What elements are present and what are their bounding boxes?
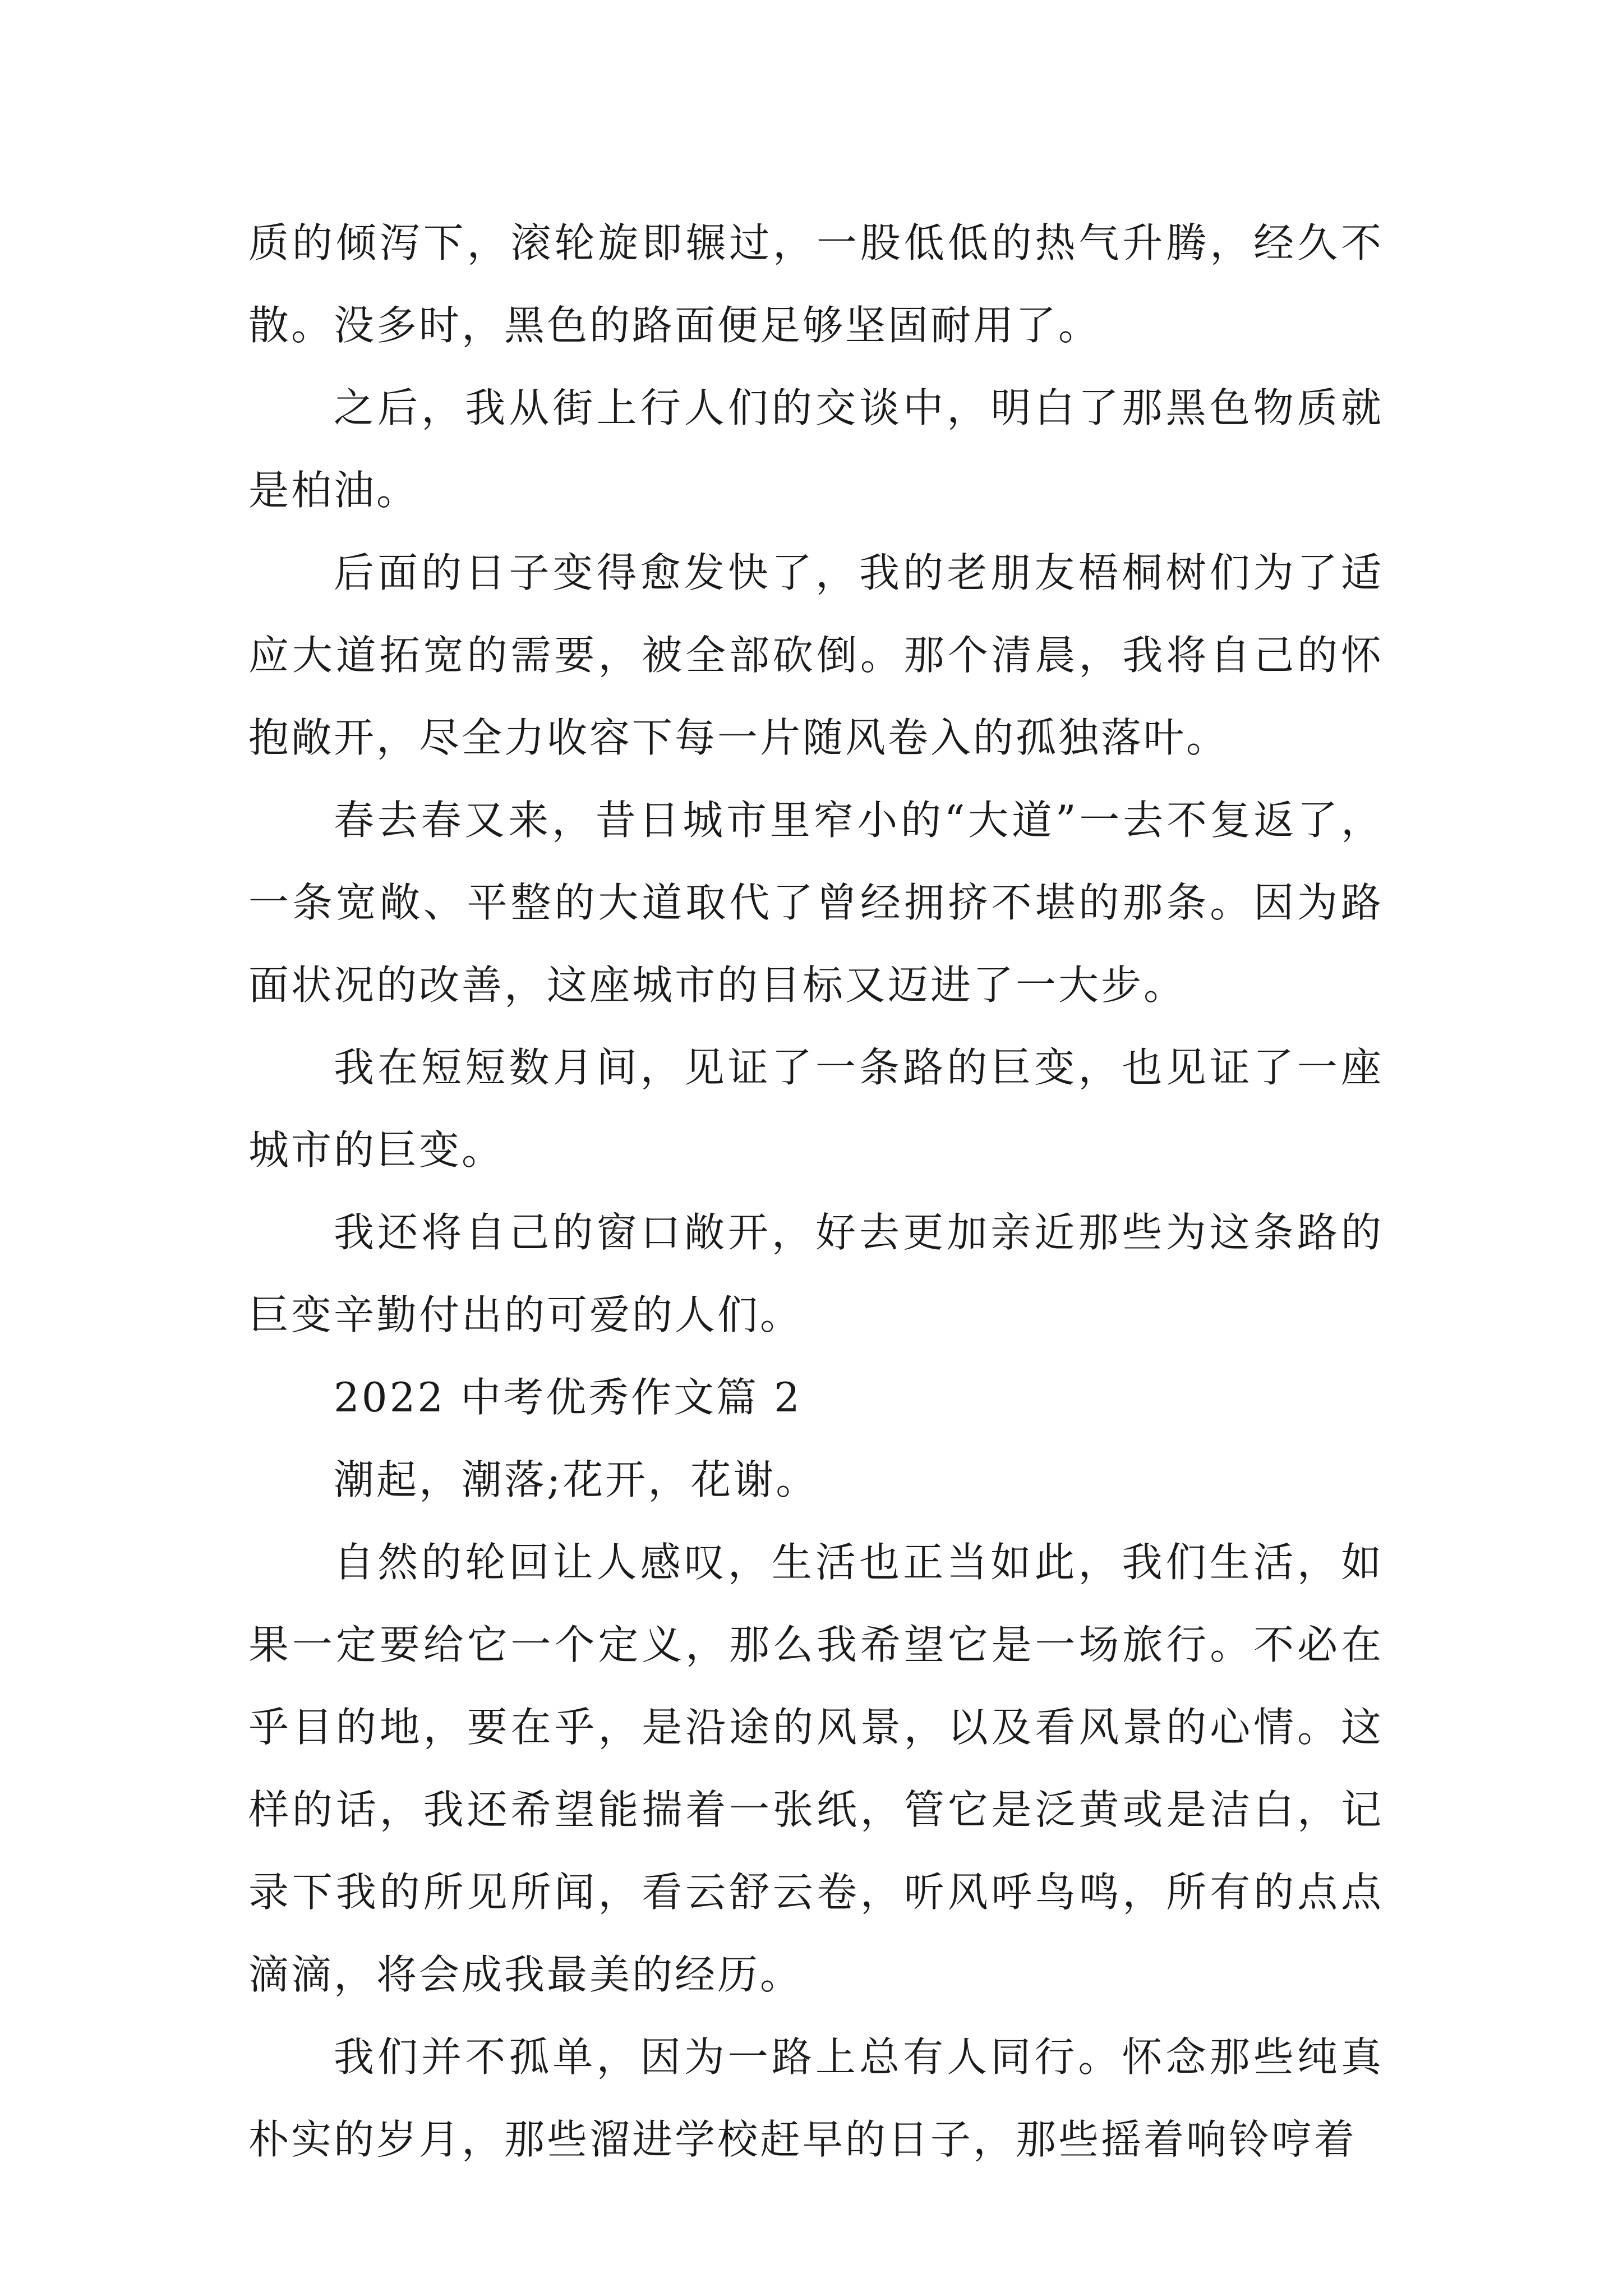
paragraph: 自然的轮回让人感叹，生活也正当如此，我们生活，如果一定要给它一个定义，那么我希望它是一场旅行。不必在乎目的地，要在乎，是沿途的风景，以及看风景的心情。这样的话，我还希望能揣着一张纸，管它是泛黄或是洁白，记录下我的所见所闻，看云舒云卷，听风呼鸟鸣，所有的点点滴滴，将会成我最美的经历。: [248, 1539, 1384, 1998]
section-heading: 2022 中考优秀作文篇 2: [334, 1374, 802, 1421]
paragraph: 我们并不孤单，因为一路上总有人同行。怀念那些纯真朴实的岁月，那些溜进学校赶早的日子，那些摇着响铃哼着: [248, 2033, 1384, 2163]
paragraph: 潮起，潮落;花开，花谢。: [334, 1456, 819, 1503]
paragraph: 春去春又来，昔日城市里窄小的“大道”一去不复返了，一条宽敞、平整的大道取代了曾经拥挤不堪的那条。因为路面状况的改善，这座城市的目标又迈进了一大步。: [248, 797, 1384, 1009]
paragraph: 后面的日子变得愈发快了，我的老朋友梧桐树们为了适应大道拓宽的需要，被全部砍倒。那个清晨，我将自己的怀抱敞开，尽全力收容下每一片随风卷入的孤独落叶。: [248, 549, 1384, 761]
paragraph: 之后，我从街上行人们的交谈中，明白了那黑色物质就是柏油。: [248, 384, 1384, 514]
article-body: [248, 202, 1384, 2181]
paragraph: 我还将自己的窗口敞开，好去更加亲近那些为这条路的巨变辛勤付出的可爱的人们。: [248, 1209, 1384, 1338]
paragraph: 我在短短数月间，见证了一条路的巨变，也见证了一座城市的巨变。: [248, 1044, 1384, 1174]
paragraph: 质的倾泻下，滚轮旋即辗过，一股低低的热气升腾，经久不散。没多时，黑色的路面便足够坚固耐用了。: [248, 219, 1384, 349]
